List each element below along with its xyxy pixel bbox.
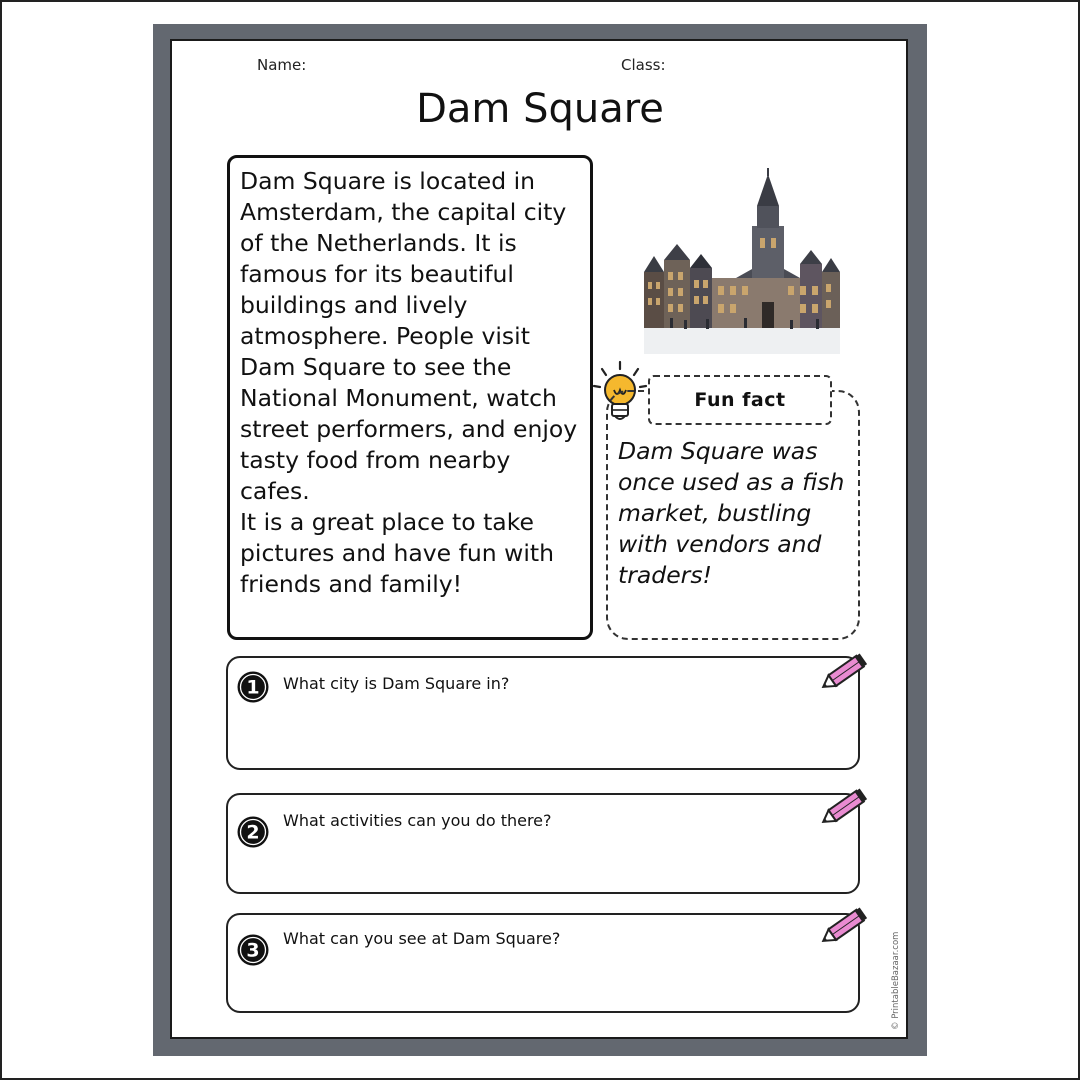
passage-line: Dam Square to see the <box>240 353 512 381</box>
answer-box-2[interactable] <box>226 793 860 894</box>
dam-square-building-illustration <box>640 168 844 358</box>
question-text: What can you see at Dam Square? <box>283 929 561 948</box>
fun-fact-text <box>618 436 854 591</box>
passage-line: friends and family! <box>240 570 463 598</box>
passage-line: street performers, and enjoy <box>240 415 578 443</box>
passage-line: famous for its beautiful <box>240 260 514 288</box>
passage-line: of the Netherlands. It is <box>240 229 517 257</box>
passage-line: buildings and lively <box>240 291 468 319</box>
fun-fact-line: traders! <box>618 561 712 589</box>
reading-passage <box>227 155 593 640</box>
answer-box-3[interactable] <box>226 913 860 1013</box>
question-text: What city is Dam Square in? <box>283 674 510 693</box>
number-badge-icon <box>236 670 270 704</box>
passage-line: Dam Square is located in <box>240 167 536 195</box>
passage-line: tasty food from nearby cafes. <box>240 446 511 505</box>
number-badge-icon <box>236 933 270 967</box>
copyright-text: © PrintableBazaar.com <box>891 931 901 1030</box>
passage-line: Amsterdam, the capital city <box>240 198 567 226</box>
class-label: Class: <box>621 56 666 74</box>
page-title: Dam Square <box>416 86 664 132</box>
fun-fact-heading: Fun fact <box>648 375 832 425</box>
name-label: Name: <box>257 56 307 74</box>
passage-line: atmosphere. People visit <box>240 322 530 350</box>
number-badge-icon <box>236 815 270 849</box>
question-number: 1 <box>246 676 260 699</box>
fun-fact-line: with vendors and <box>618 530 822 558</box>
fun-fact-line: market, bustling <box>618 499 812 527</box>
pencil-icon <box>816 904 872 950</box>
question-number: 2 <box>246 821 260 844</box>
passage-line: National Monument, watch <box>240 384 557 412</box>
fun-fact-line: once used as a fish <box>618 468 845 496</box>
fun-fact-line: Dam Square was <box>618 437 818 465</box>
passage-line: pictures and have fun with <box>240 539 554 567</box>
passage-line: It is a great place to take <box>240 508 534 536</box>
pencil-icon <box>816 650 872 696</box>
pencil-icon <box>816 785 872 831</box>
question-text: What activities can you do there? <box>283 811 552 830</box>
question-number: 3 <box>246 939 260 962</box>
